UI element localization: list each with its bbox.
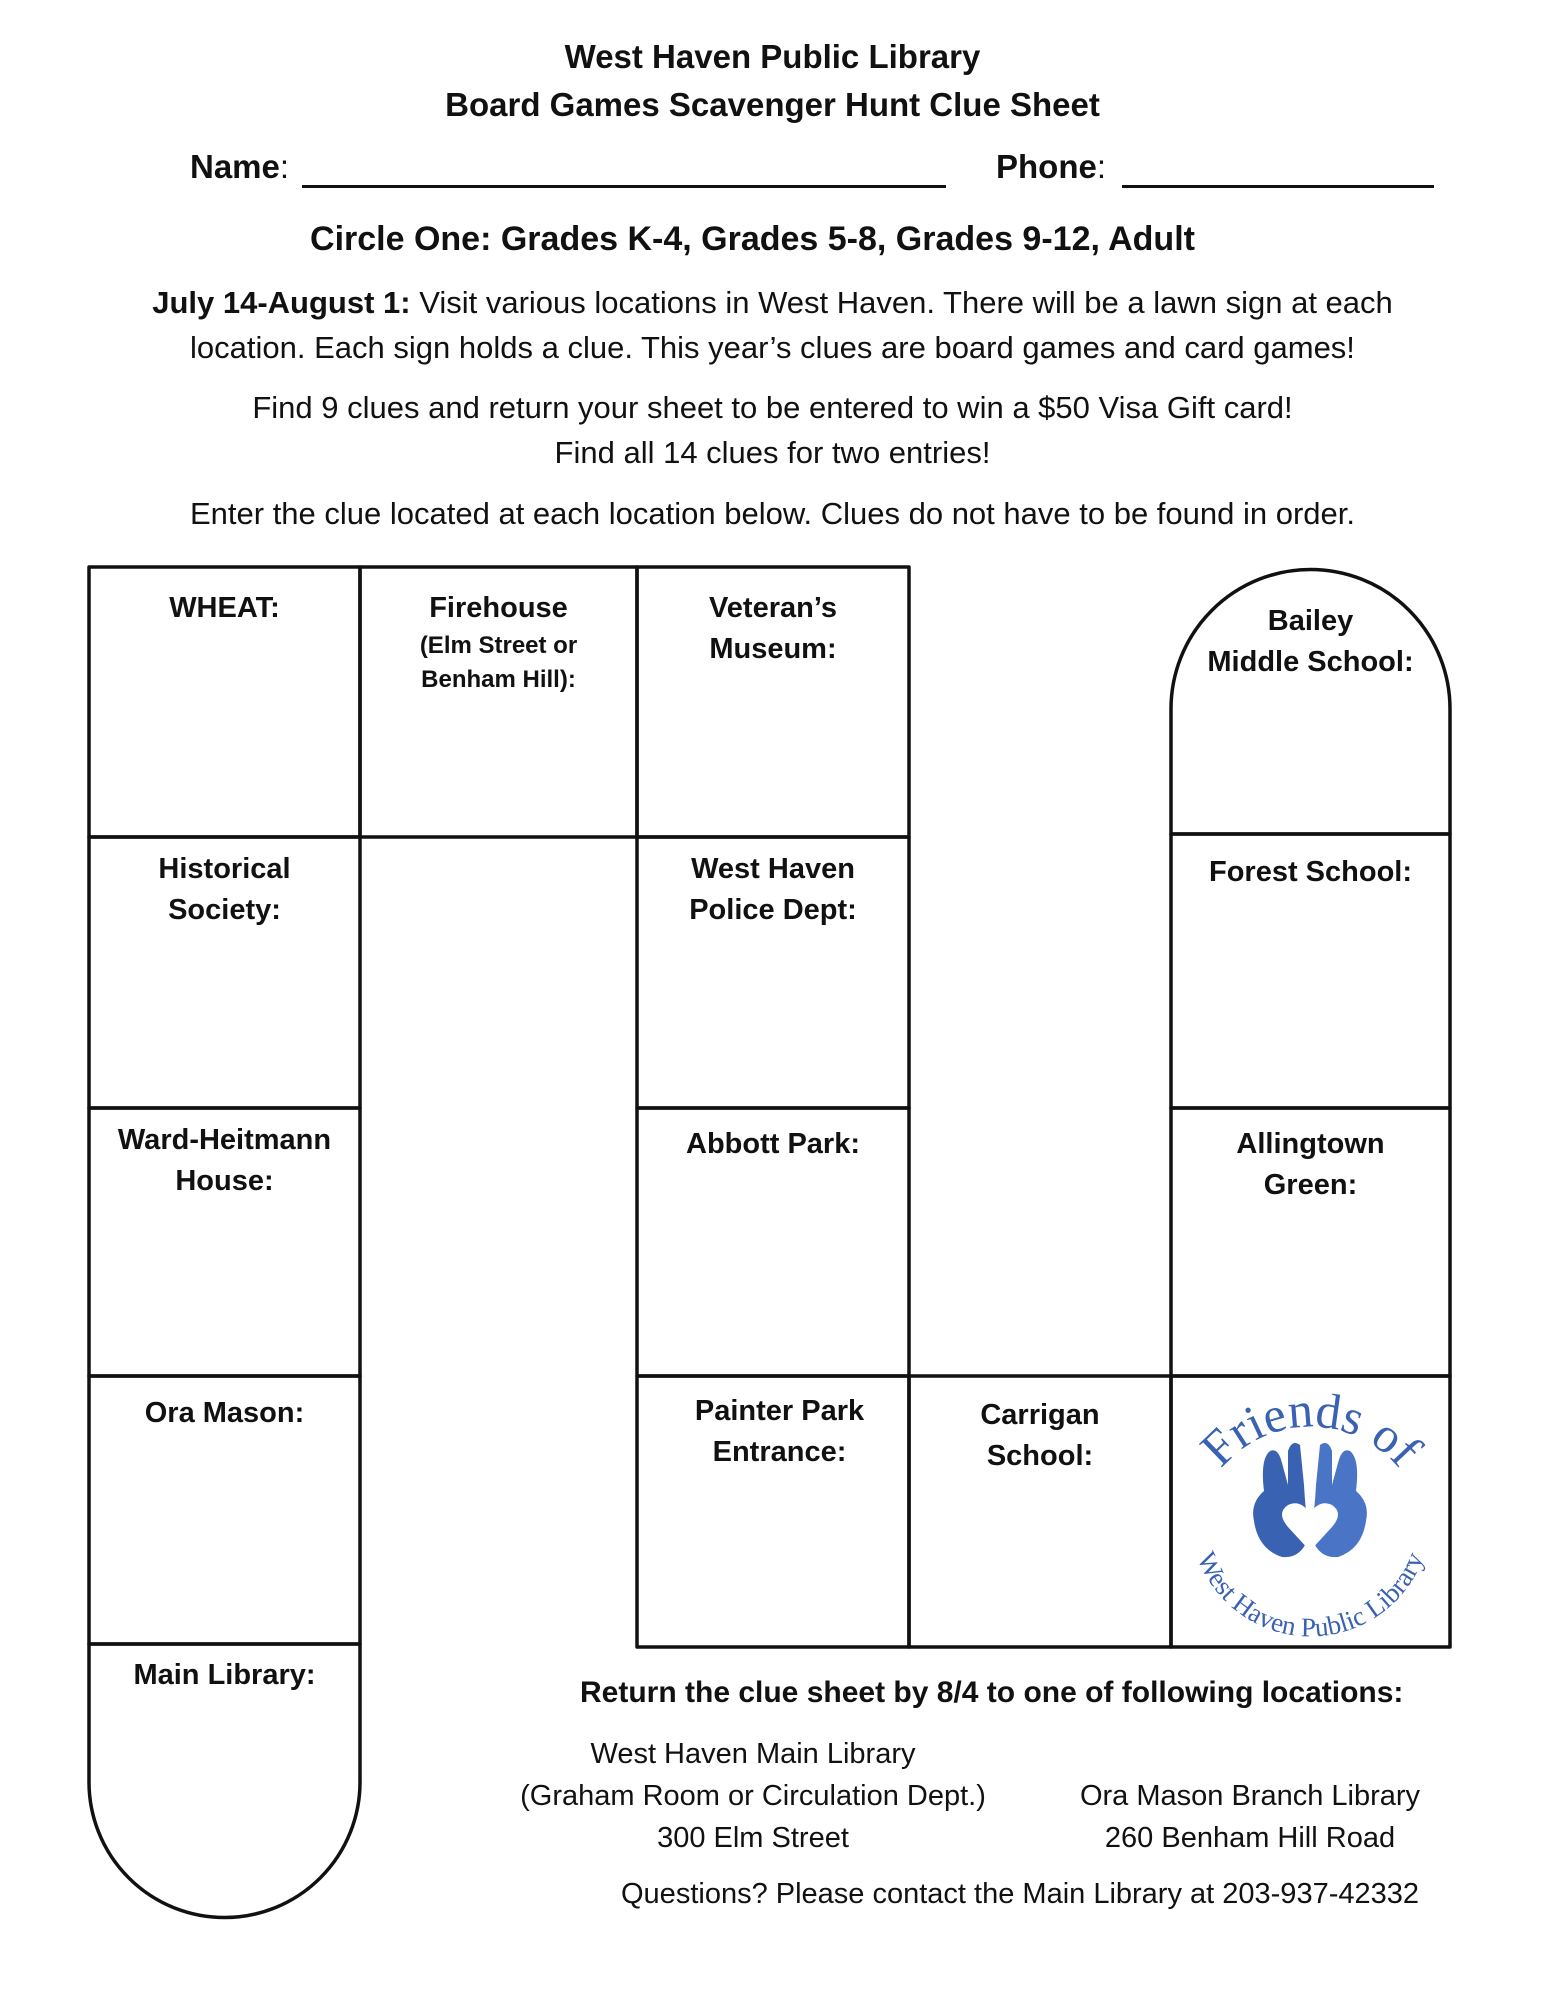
cell-forest-school[interactable] <box>1171 852 1450 893</box>
ora-mason-street: 260 Benham Hill Road <box>1104 1822 1396 1854</box>
cell-forest-label: Forest School: <box>1208 856 1412 888</box>
main-library-name: West Haven Main Library <box>590 1738 916 1770</box>
cell-historical-label-2: Society: <box>168 894 281 926</box>
cell-bailey-label-1: Bailey <box>1267 605 1354 637</box>
cell-ward-label-2: House: <box>175 1165 274 1197</box>
grade-selection[interactable]: Circle One: Grades K-4, Grades 5-8, Grades 9-12, Adult <box>310 220 1195 258</box>
intro-line-2: location. Each sign holds a clue. This year’s clues are board games and card games! <box>190 330 1355 365</box>
phone-label: Phone: <box>996 148 1107 185</box>
page-title: West Haven Public Library <box>564 38 981 75</box>
name-label: Name: <box>190 148 290 185</box>
cell-painter-label-2: Entrance: <box>712 1436 847 1468</box>
cell-painter-label-1: Painter Park <box>694 1395 865 1427</box>
cell-bailey-middle-school[interactable] <box>1171 601 1450 683</box>
ora-mason-address <box>1040 1775 1460 1859</box>
cell-veterans-label-2: Museum: <box>709 633 837 665</box>
cell-main-library[interactable] <box>89 1655 360 1696</box>
questions-contact: Questions? Please contact the Main Library at 203-937-42332 <box>621 1878 1419 1910</box>
cell-veterans-label-1: Veteran’s <box>709 592 837 624</box>
main-library-street: 300 Elm Street <box>657 1822 849 1854</box>
cell-firehouse[interactable] <box>360 588 637 697</box>
cell-ora-mason[interactable] <box>89 1393 360 1434</box>
logo-bottom-text: West Haven Public Library <box>1191 1547 1430 1642</box>
cell-firehouse-sub-2: Benham Hill): <box>421 666 576 693</box>
cell-police-label-1: West Haven <box>691 853 855 885</box>
cell-firehouse-sub-1: (Elm Street or <box>419 632 578 659</box>
ora-mason-name: Ora Mason Branch Library <box>1079 1780 1421 1812</box>
cell-main-label: Main Library: <box>133 1659 316 1691</box>
instructions: Enter the clue located at each location below. Clues do not have to be found in order. <box>189 496 1355 531</box>
cell-carrigan-label-1: Carrigan <box>980 1399 1100 1431</box>
cell-painter-park-entrance[interactable] <box>637 1391 922 1473</box>
cell-firehouse-label: Firehouse <box>429 592 568 624</box>
main-library-sub: (Graham Room or Circulation Dept.) <box>520 1780 986 1812</box>
intro-line-1-text: Visit various locations in West Haven. There will be a lawn sign at each <box>410 285 1393 320</box>
friends-logo <box>1176 1381 1445 1642</box>
cell-police-label-2: Police Dept: <box>689 894 857 926</box>
cell-bailey-label-2: Middle School: <box>1207 646 1414 678</box>
cell-historical-label-1: Historical <box>158 853 291 885</box>
cell-ora-label: Ora Mason: <box>144 1397 305 1429</box>
cell-allingtown-label-1: Allingtown <box>1236 1128 1385 1160</box>
cell-historical-society[interactable] <box>89 849 360 931</box>
prize-line-1: Find 9 clues and return your sheet to be entered to win a $50 Visa Gift card! <box>252 390 1293 425</box>
cell-wheat-label: WHEAT: <box>169 592 280 624</box>
hands-heart-icon <box>1253 1443 1367 1557</box>
main-library-address <box>498 1733 1008 1859</box>
page-subtitle: Board Games Scavenger Hunt Clue Sheet <box>445 86 1100 123</box>
intro-dates: July 14-August 1: <box>152 285 411 320</box>
cell-wheat[interactable] <box>89 588 360 629</box>
return-title: Return the clue sheet by 8/4 to one of following locations: <box>580 1676 1404 1709</box>
cell-allingtown-green[interactable] <box>1171 1124 1450 1206</box>
cell-abbott-park[interactable] <box>637 1124 909 1165</box>
cell-carrigan-label-2: School: <box>986 1440 1094 1472</box>
cell-veterans-museum[interactable] <box>637 588 909 670</box>
cell-ward-label-1: Ward-Heitmann <box>117 1124 332 1156</box>
cell-police-dept[interactable] <box>637 849 909 931</box>
cell-abbott-label: Abbott Park: <box>686 1128 860 1160</box>
cell-carrigan-school[interactable] <box>909 1395 1171 1477</box>
logo-top-text: Friends of <box>1189 1381 1433 1477</box>
prize-line-2: Find all 14 clues for two entries! <box>554 435 991 470</box>
cell-allingtown-label-2: Green: <box>1263 1169 1358 1201</box>
cell-ward-heitmann-house[interactable] <box>89 1120 360 1202</box>
